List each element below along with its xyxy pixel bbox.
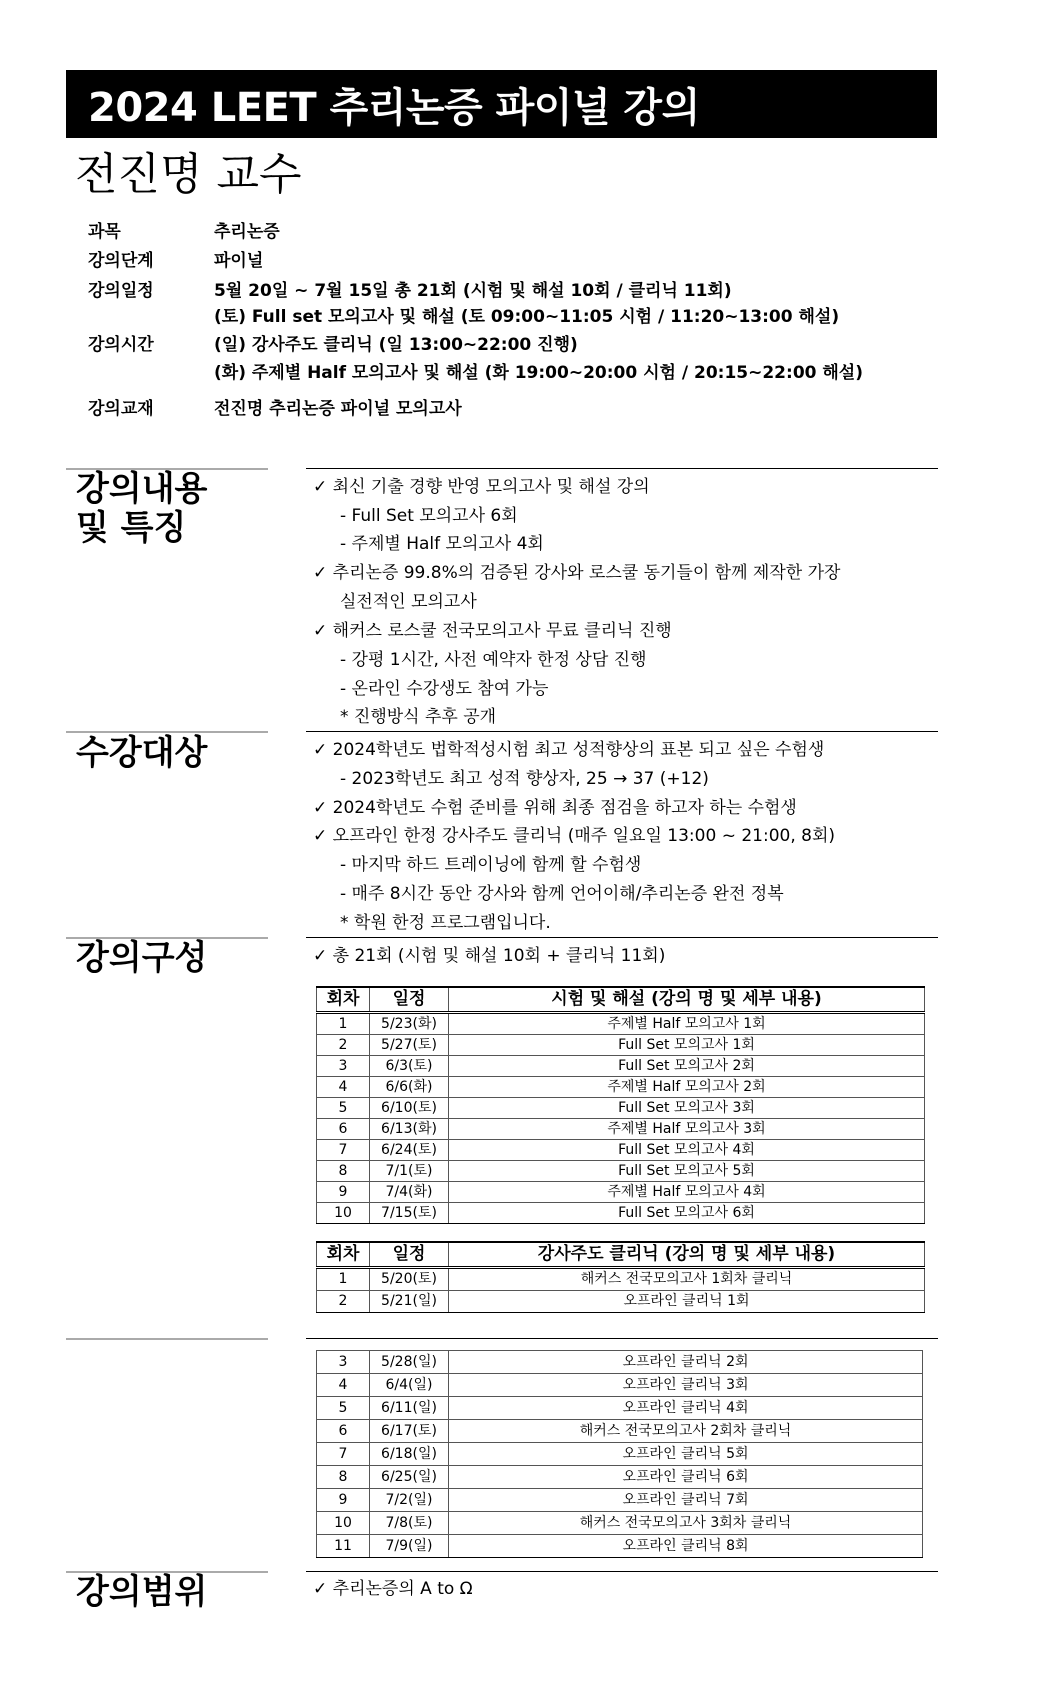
content-cell: 오프라인 클리닉 3회	[449, 1374, 923, 1397]
round-cell: 5	[317, 1098, 370, 1119]
col-header-date: 일정	[370, 1242, 449, 1268]
table-row	[317, 1203, 925, 1224]
round-cell: 6	[317, 1420, 370, 1443]
info-label-stage: 강의단계	[88, 251, 154, 271]
info-value-textbook: 전진명 추리논증 파이널 모의고사	[214, 399, 462, 419]
date-cell: 6/13(화)	[370, 1119, 449, 1140]
round-cell: 7	[317, 1140, 370, 1161]
round-cell: 8	[317, 1161, 370, 1182]
info-label-schedule: 강의일정	[88, 281, 154, 301]
content-cell: Full Set 모의고사 2회	[449, 1056, 925, 1077]
table-row	[317, 1374, 923, 1397]
table-row	[317, 1268, 925, 1291]
content-cell: 오프라인 클리닉 1회	[449, 1291, 925, 1313]
round-cell: 5	[317, 1397, 370, 1420]
date-cell: 6/3(토)	[370, 1056, 449, 1077]
section-divider-left	[66, 1338, 268, 1340]
sub-item: - 주제별 Half 모의고사 4회	[340, 534, 544, 554]
col-header-round: 회차	[317, 987, 370, 1013]
info-value-schedule-1: 5월 20일 ~ 7월 15일 총 21회 (시험 및 해설 10회 / 클리닉 11회)	[214, 281, 732, 301]
bullet-item: ✓ 총 21회 (시험 및 해설 10회 + 클리닉 11회)	[313, 946, 666, 966]
bullet-item: ✓ 최신 기출 경향 반영 모의고사 및 해설 강의	[313, 477, 650, 497]
content-cell: 주제별 Half 모의고사 4회	[449, 1182, 925, 1203]
round-cell: 9	[317, 1489, 370, 1512]
section-title-structure: 강의구성	[76, 938, 208, 978]
content-cell: Full Set 모의고사 5회	[449, 1161, 925, 1182]
round-cell: 2	[317, 1291, 370, 1313]
date-cell: 7/15(토)	[370, 1203, 449, 1224]
sub-item: - 매주 8시간 동안 강사와 함께 언어이해/추리논증 완전 정복	[340, 884, 784, 904]
table-row	[317, 1098, 925, 1119]
table-row	[317, 1182, 925, 1203]
date-cell: 6/18(일)	[370, 1443, 449, 1466]
round-cell: 3	[317, 1056, 370, 1077]
section-divider-right	[306, 1571, 938, 1572]
col-header-date: 일정	[370, 987, 449, 1013]
date-cell: 5/27(토)	[370, 1035, 449, 1056]
table-row	[317, 1443, 923, 1466]
note-item: * 학원 한정 프로그램입니다.	[340, 913, 551, 933]
table-row	[317, 1119, 925, 1140]
content-cell: 해커스 전국모의고사 3회차 클리닉	[449, 1512, 923, 1535]
table-row	[317, 1077, 925, 1098]
table-row	[317, 1466, 923, 1489]
sub-item: - Full Set 모의고사 6회	[340, 506, 518, 526]
table-row	[317, 1351, 923, 1374]
round-cell: 10	[317, 1512, 370, 1535]
date-cell: 6/6(화)	[370, 1077, 449, 1098]
content-cell: 주제별 Half 모의고사 1회	[449, 1013, 925, 1035]
content-cell: Full Set 모의고사 3회	[449, 1098, 925, 1119]
round-cell: 9	[317, 1182, 370, 1203]
date-cell: 6/10(토)	[370, 1098, 449, 1119]
table-row	[317, 1489, 923, 1512]
content-cell: 오프라인 클리닉 2회	[449, 1351, 923, 1374]
sub-item: - 2023학년도 최고 성적 향상자, 25 → 37 (+12)	[340, 769, 709, 789]
section-divider-right	[306, 468, 938, 469]
table-row	[317, 1161, 925, 1182]
section-title-line: 및 특징	[76, 508, 187, 549]
content-cell: 주제별 Half 모의고사 2회	[449, 1077, 925, 1098]
col-header-round: 회차	[317, 1242, 370, 1268]
date-cell: 6/25(일)	[370, 1466, 449, 1489]
date-cell: 5/21(일)	[370, 1291, 449, 1313]
info-value-stage: 파이널	[214, 251, 264, 271]
section-title-scope: 강의범위	[76, 1572, 208, 1612]
date-cell: 6/4(일)	[370, 1374, 449, 1397]
round-cell: 7	[317, 1443, 370, 1466]
table-row	[317, 1397, 923, 1420]
table-header-row	[317, 987, 925, 1013]
date-cell: 7/2(일)	[370, 1489, 449, 1512]
info-value-schedule-2: (토) Full set 모의고사 및 해설 (토 09:00~11:05 시험 / 11:20~13:00 해설)	[214, 307, 840, 327]
table-row	[317, 1056, 925, 1077]
round-cell: 3	[317, 1351, 370, 1374]
date-cell: 6/24(토)	[370, 1140, 449, 1161]
date-cell: 5/23(화)	[370, 1013, 449, 1035]
date-cell: 7/8(토)	[370, 1512, 449, 1535]
section-title-target: 수강대상	[76, 733, 208, 773]
section-title-line: 강의내용	[76, 469, 208, 509]
content-cell: Full Set 모의고사 1회	[449, 1035, 925, 1056]
bullet-item: ✓ 추리논증 99.8%의 검증된 강사와 로스쿨 동기들이 함께 제작한 가장	[313, 563, 841, 583]
sub-item: - 마지막 하드 트레이닝에 함께 할 수험생	[340, 855, 642, 875]
clinic-schedule-table-continued	[316, 1350, 923, 1558]
clinic-schedule-table	[316, 1241, 925, 1313]
info-value-subject: 추리논증	[214, 222, 280, 242]
round-cell: 8	[317, 1466, 370, 1489]
content-cell: 오프라인 클리닉 7회	[449, 1489, 923, 1512]
content-cell: 해커스 전국모의고사 2회차 클리닉	[449, 1420, 923, 1443]
content-cell: 오프라인 클리닉 8회	[449, 1535, 923, 1558]
section-title-content	[76, 470, 207, 548]
info-value-time-1: (일) 강사주도 클리닉 (일 13:00~22:00 진행)	[214, 335, 578, 355]
section-divider-right	[306, 937, 938, 938]
col-header-content: 강사주도 클리닉 (강의 명 및 세부 내용)	[449, 1242, 925, 1268]
date-cell: 7/1(토)	[370, 1161, 449, 1182]
round-cell: 2	[317, 1035, 370, 1056]
table-row	[317, 1420, 923, 1443]
info-value-time-2: (화) 주제별 Half 모의고사 및 해설 (화 19:00~20:00 시험 / 20:15~22:00 해설)	[214, 363, 864, 383]
info-label-subject: 과목	[88, 222, 121, 242]
content-cell: Full Set 모의고사 6회	[449, 1203, 925, 1224]
content-cell: 주제별 Half 모의고사 3회	[449, 1119, 925, 1140]
info-label-textbook: 강의교재	[88, 399, 154, 419]
content-cell: Full Set 모의고사 4회	[449, 1140, 925, 1161]
note-item: * 진행방식 추후 공개	[340, 707, 497, 727]
date-cell: 6/11(일)	[370, 1397, 449, 1420]
date-cell: 6/17(토)	[370, 1420, 449, 1443]
section-divider-right	[306, 731, 938, 732]
section-divider-right	[306, 1338, 938, 1339]
date-cell: 5/20(토)	[370, 1268, 449, 1291]
info-label-time: 강의시간	[88, 335, 154, 355]
exam-schedule-table	[316, 986, 925, 1224]
round-cell: 4	[317, 1374, 370, 1397]
round-cell: 10	[317, 1203, 370, 1224]
table-row	[317, 1512, 923, 1535]
date-cell: 7/4(화)	[370, 1182, 449, 1203]
table-row	[317, 1140, 925, 1161]
table-row	[317, 1291, 925, 1313]
bullet-item: ✓ 해커스 로스쿨 전국모의고사 무료 클리닉 진행	[313, 621, 672, 641]
content-cell: 해커스 전국모의고사 1회차 클리닉	[449, 1268, 925, 1291]
bullet-item: ✓ 2024학년도 법학적성시험 최고 성적향상의 표본 되고 싶은 수험생	[313, 740, 825, 760]
round-cell: 1	[317, 1268, 370, 1291]
bullet-item: ✓ 추리논증의 A to Ω	[313, 1579, 473, 1599]
date-cell: 7/9(일)	[370, 1535, 449, 1558]
bullet-item: ✓ 2024학년도 수험 준비를 위해 최종 점검을 하고자 하는 수험생	[313, 798, 797, 818]
content-cell: 오프라인 클리닉 5회	[449, 1443, 923, 1466]
sub-item: - 온라인 수강생도 참여 가능	[340, 679, 549, 699]
page-title: 2024 LEET 추리논증 파이널 강의	[88, 85, 700, 131]
round-cell: 1	[317, 1013, 370, 1035]
instructor-name: 전진명 교수	[75, 149, 302, 200]
content-cell: 오프라인 클리닉 4회	[449, 1397, 923, 1420]
round-cell: 6	[317, 1119, 370, 1140]
col-header-content: 시험 및 해설 (강의 명 및 세부 내용)	[449, 987, 925, 1013]
round-cell: 4	[317, 1077, 370, 1098]
round-cell: 11	[317, 1535, 370, 1558]
sub-item: 실전적인 모의고사	[340, 592, 477, 612]
date-cell: 5/28(일)	[370, 1351, 449, 1374]
bullet-item: ✓ 오프라인 한정 강사주도 클리닉 (매주 일요일 13:00 ~ 21:00, 8회)	[313, 826, 836, 846]
table-row	[317, 1013, 925, 1035]
content-cell: 오프라인 클리닉 6회	[449, 1466, 923, 1489]
table-row	[317, 1035, 925, 1056]
table-row	[317, 1535, 923, 1558]
sub-item: - 강평 1시간, 사전 예약자 한정 상담 진행	[340, 650, 647, 670]
table-header-row	[317, 1242, 925, 1268]
